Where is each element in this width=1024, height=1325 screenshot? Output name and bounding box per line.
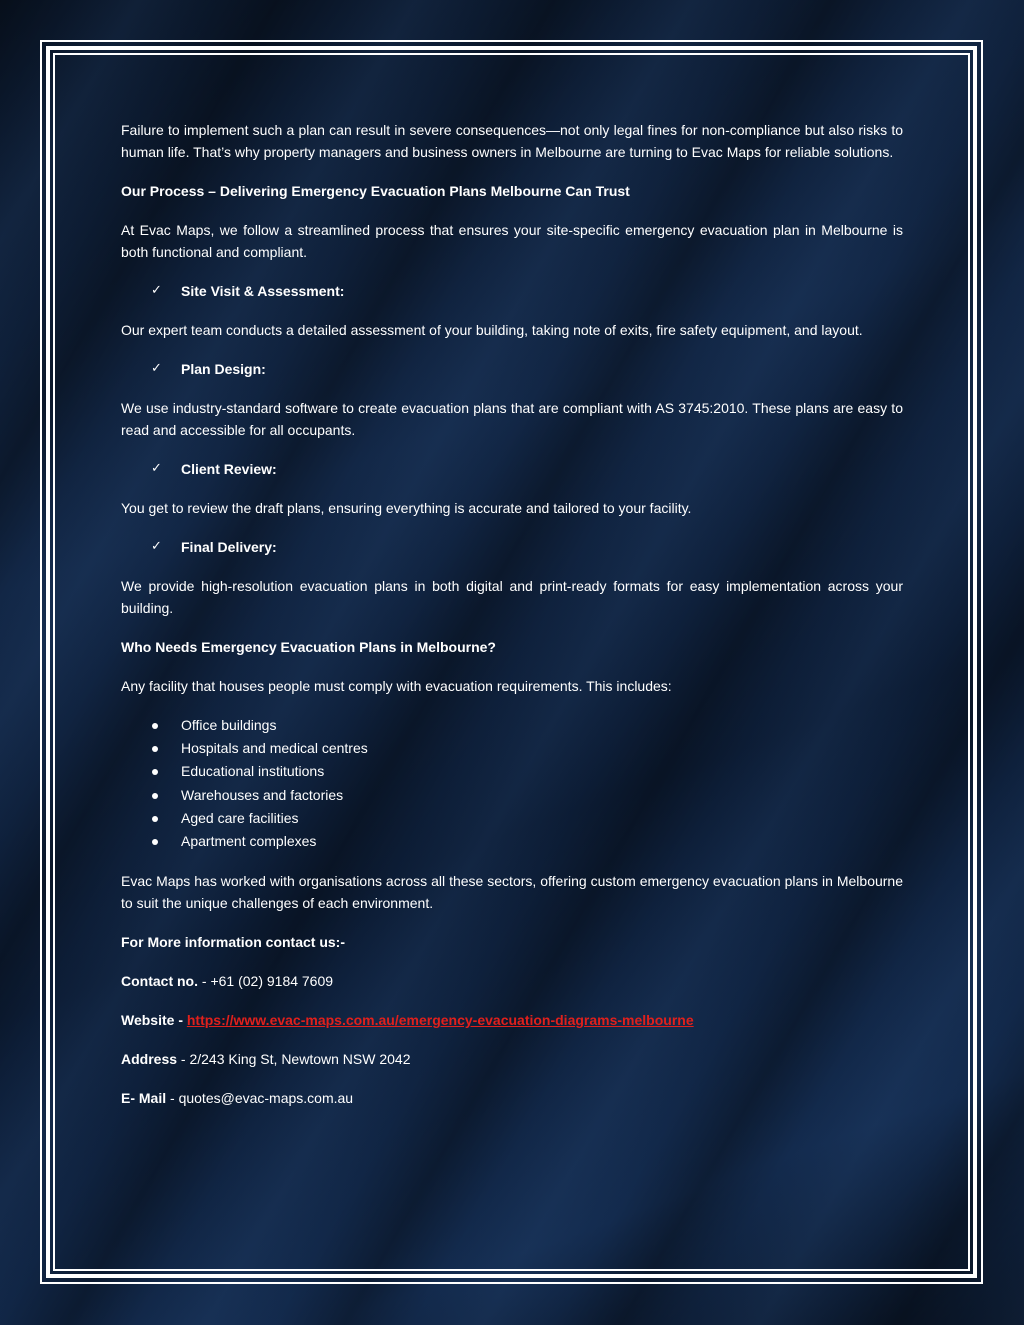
bullet-icon bbox=[152, 746, 158, 752]
step-title: Plan Design: bbox=[181, 361, 266, 377]
bullet-icon bbox=[152, 793, 158, 799]
intro-paragraph: Failure to implement such a plan can result in severe consequences—not only legal fines for non-compliance but also risks to human life. That’s why property managers and business owners in Melbourne are turning to Evac Maps for reliable solutions. bbox=[121, 122, 903, 160]
step-title: Site Visit & Assessment: bbox=[181, 283, 345, 299]
step-site-visit bbox=[121, 280, 903, 302]
email-label: E- Mail bbox=[121, 1090, 167, 1107]
process-intro: At Evac Maps, we follow a streamlined process that ensures your site-specific emergency evacuation plan in Melbourne is both functional and compliant. bbox=[121, 222, 903, 260]
bullet-icon bbox=[152, 816, 158, 822]
list-item: Educational institutions bbox=[121, 760, 903, 783]
bullet-icon bbox=[152, 839, 158, 845]
step-client-review bbox=[121, 458, 903, 480]
list-item: Warehouses and factories bbox=[121, 784, 903, 807]
contact-website bbox=[121, 1009, 903, 1031]
document-body bbox=[121, 119, 903, 1126]
bullet-icon bbox=[152, 769, 158, 775]
step-description: You get to review the draft plans, ensuring everything is accurate and tailored to your facility. bbox=[121, 500, 692, 516]
step-description: We use industry-standard software to create evacuation plans that are compliant with AS 3745:2010. These plans are easy to read and accessible for all occupants. bbox=[121, 400, 903, 438]
step-plan-design bbox=[121, 358, 903, 380]
contact-heading: For More information contact us:- bbox=[121, 934, 345, 951]
who-intro: Any facility that houses people must comply with evacuation requirements. This includes: bbox=[121, 678, 672, 694]
contact-email bbox=[121, 1087, 903, 1109]
checkmark-icon: ✓ bbox=[151, 283, 162, 298]
website-label: Website - bbox=[121, 1012, 183, 1029]
facility-list bbox=[121, 714, 903, 853]
list-item: Apartment complexes bbox=[121, 830, 903, 853]
step-title: Final Delivery: bbox=[181, 539, 277, 555]
step-description: We provide high-resolution evacuation plans in both digital and print-ready formats for easy implementation across your building. bbox=[121, 578, 903, 616]
address-value: - 2/243 King St, Newtown NSW 2042 bbox=[177, 1051, 411, 1068]
step-title: Client Review: bbox=[181, 461, 277, 477]
step-final-delivery bbox=[121, 536, 903, 558]
address-label: Address bbox=[121, 1051, 178, 1068]
who-closing: Evac Maps has worked with organisations across all these sectors, offering custom emergency evacuation plans in Melbourne to suit the unique challenges of each environment. bbox=[121, 873, 903, 912]
step-description: Our expert team conducts a detailed assessment of your building, taking note of exits, fire safety equipment, and layout. bbox=[121, 322, 863, 338]
list-item: Aged care facilities bbox=[121, 807, 903, 830]
bullet-icon bbox=[152, 723, 158, 729]
phone-label: Contact no. bbox=[121, 973, 198, 990]
checkmark-icon: ✓ bbox=[151, 461, 162, 476]
list-item: Office buildings bbox=[121, 714, 903, 737]
email-value: - quotes@evac-maps.com.au bbox=[166, 1090, 354, 1107]
checkmark-icon: ✓ bbox=[151, 361, 162, 376]
process-heading: Our Process – Delivering Emergency Evacuation Plans Melbourne Can Trust bbox=[121, 183, 630, 199]
contact-address bbox=[121, 1048, 903, 1070]
website-link[interactable]: https://www.evac-maps.com.au/emergency-evacuation-diagrams-melbourne bbox=[186, 1012, 694, 1029]
checkmark-icon: ✓ bbox=[151, 539, 162, 554]
list-item: Hospitals and medical centres bbox=[121, 737, 903, 760]
contact-phone bbox=[121, 970, 903, 992]
phone-value: - +61 (02) 9184 7609 bbox=[198, 973, 334, 990]
who-heading: Who Needs Emergency Evacuation Plans in Melbourne? bbox=[121, 639, 496, 655]
